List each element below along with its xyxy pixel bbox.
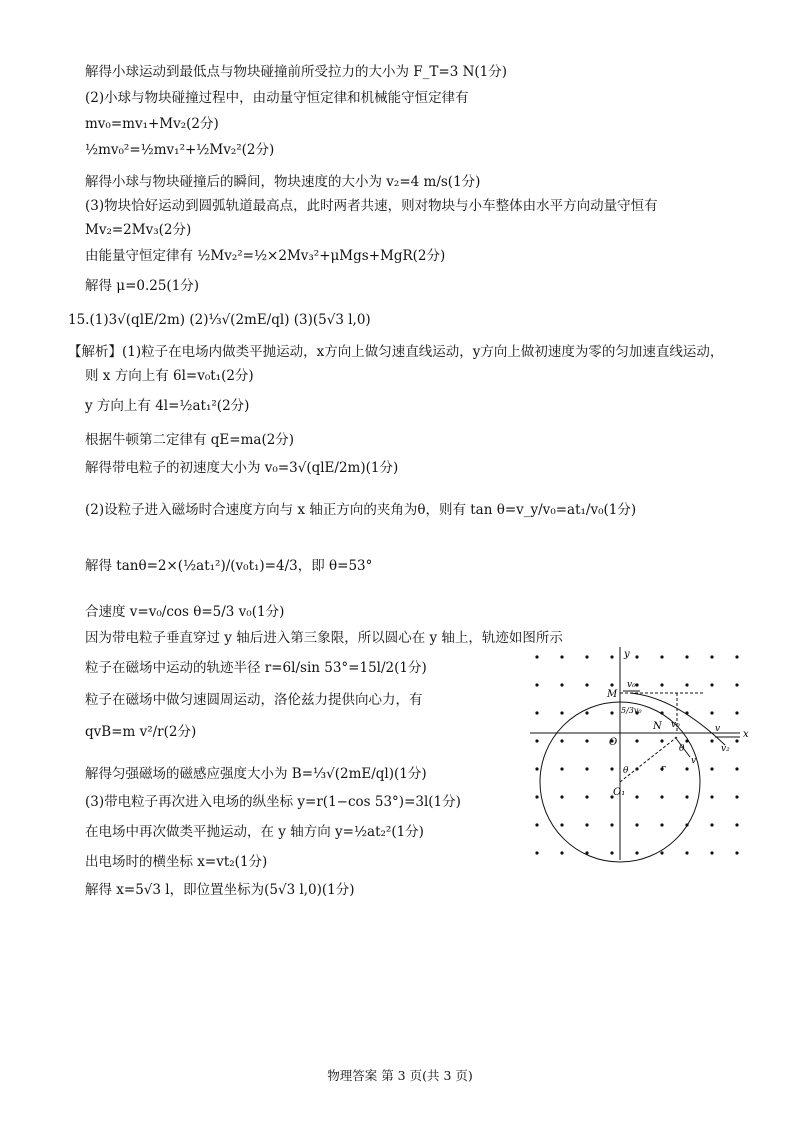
field-dot	[660, 823, 663, 826]
text-line: 解得带电粒子的初速度大小为 v₀=3√(qlE/2m)(1分)	[85, 460, 399, 476]
text-line: 【解析】(1)粒子在电场内做类平抛运动，x方向上做匀速直线运动，y方向上做初速度为零的匀加速直线运动，	[68, 344, 724, 360]
text-line: 粒子在磁场中做匀速圆周运动，洛伦兹力提供向心力，有	[85, 692, 423, 708]
text-line: 解得小球与物块碰撞后的瞬间，物块速度的大小为 v₂=4 m/s(1分)	[85, 174, 481, 190]
label-v2: v₂	[721, 744, 730, 754]
field-dot	[635, 655, 638, 658]
field-dot	[710, 823, 713, 826]
field-dot	[560, 795, 563, 798]
page-footer: 物理答案 第 3 页(共 3 页)	[327, 1068, 473, 1083]
field-dot	[585, 767, 588, 770]
field-dot	[585, 795, 588, 798]
field-dot	[585, 683, 588, 686]
field-dot	[635, 823, 638, 826]
text-line: 出电场时的横坐标 x=vt₂(1分)	[85, 854, 268, 870]
text-line: 则 x 方向上有 6l=v₀t₁(2分)	[85, 368, 254, 384]
label-y: y	[624, 649, 630, 660]
field-dot	[560, 711, 563, 714]
field-dot	[735, 795, 738, 798]
field-dot	[560, 767, 563, 770]
field-dot	[660, 795, 663, 798]
field-dot	[585, 823, 588, 826]
text-line: 解得 tanθ=2×(½at₁²)/(v₀t₁)=4/3，即 θ=53°	[85, 558, 373, 574]
text-line: 根据牛顿第二定律有 qE=ma(2分)	[85, 432, 295, 448]
text-line: y 方向上有 4l=½at₁²(2分)	[85, 398, 250, 414]
field-dot	[560, 823, 563, 826]
text-line: 在电场中再次做类平抛运动，在 y 轴方向 y=½at₂²(1分)	[85, 824, 424, 840]
field-dot	[735, 711, 738, 714]
field-dot	[560, 683, 563, 686]
label-v0: v₀	[627, 680, 636, 690]
field-dot	[535, 739, 538, 742]
text-line: (3)带电粒子再次进入电场的纵坐标 y=r(1−cos 53°)=3l(1分)	[85, 794, 461, 810]
field-dot	[610, 823, 613, 826]
field-dot	[635, 851, 638, 854]
field-dot	[560, 851, 563, 854]
text-line: 解得 μ=0.25(1分)	[85, 278, 200, 294]
text-line: ½mv₀²=½mv₁²+½Mv₂²(2分)	[85, 142, 275, 158]
text-line: 解得小球运动到最低点与物块碰撞前所受拉力的大小为 F_T=3 N(1分)	[85, 64, 508, 80]
field-dot	[735, 823, 738, 826]
trajectory-figure	[525, 645, 755, 865]
text-line: qvB=m v²/r(2分)	[85, 724, 197, 740]
text-line: 因为带电粒子垂直穿过 y 轴后进入第三象限，所以圆心在 y 轴上，轨迹如图所示	[85, 630, 563, 646]
label-O: O	[609, 737, 618, 748]
field-dot	[535, 711, 538, 714]
magnetic-field-dots	[535, 655, 738, 854]
field-dot	[535, 683, 538, 686]
field-dot	[685, 683, 688, 686]
field-dot	[685, 795, 688, 798]
field-dot	[610, 655, 613, 658]
field-dot	[710, 795, 713, 798]
text-line: (2)小球与物块碰撞过程中，由动量守恒定律和机械能守恒定律有	[85, 90, 469, 106]
field-dot	[610, 683, 613, 686]
field-dot	[735, 683, 738, 686]
text-line: mv₀=mv₁+Mv₂(2分)	[85, 116, 219, 132]
text-line: 粒子在磁场中运动的轨迹半径 r=6l/sin 53°=15l/2(1分)	[85, 660, 427, 676]
field-dot	[710, 655, 713, 658]
field-dot	[660, 851, 663, 854]
field-dot	[685, 851, 688, 854]
field-dot	[660, 683, 663, 686]
field-dot	[610, 851, 613, 854]
field-dot	[710, 851, 713, 854]
field-dot	[735, 739, 738, 742]
text-line: (2)设粒子进入磁场时合速度方向与 x 轴正方向的夹角为θ，则有 tan θ=v_y/v₀=at₁/v₀(1分)	[85, 502, 637, 518]
text-line: 合速度 v=v₀/cos θ=5/3 v₀(1分)	[85, 604, 285, 620]
field-dot	[635, 795, 638, 798]
label-vy: v	[691, 756, 697, 766]
field-dot	[535, 795, 538, 798]
field-dot	[710, 767, 713, 770]
question-15-answer: 15.(1)3√(qlE/2m) (2)⅓√(2mE/ql) (3)(5√3 l,0)	[68, 312, 371, 328]
field-dot	[585, 655, 588, 658]
field-dot	[635, 739, 638, 742]
field-dot	[710, 683, 713, 686]
field-dot	[560, 655, 563, 658]
text-line: 解得匀强磁场的磁感应强度大小为 B=⅓√(2mE/ql)(1分)	[85, 766, 427, 782]
field-dot	[685, 767, 688, 770]
field-dot	[560, 739, 563, 742]
field-dot	[535, 851, 538, 854]
text-line: 由能量守恒定律有 ½Mv₂²=½×2Mv₃²+μMgs+MgR(2分)	[85, 248, 446, 264]
label-r: r	[661, 764, 666, 774]
label-N: N	[653, 721, 662, 732]
field-dot	[710, 711, 713, 714]
field-dot	[535, 655, 538, 658]
field-dot	[535, 767, 538, 770]
field-dot	[610, 767, 613, 770]
label-M: M	[607, 689, 618, 700]
field-dot	[535, 823, 538, 826]
radius-line	[620, 737, 677, 782]
field-dot	[660, 739, 663, 742]
field-dot	[610, 711, 613, 714]
label-v: v	[715, 724, 721, 734]
label-v0b: v₀	[671, 720, 680, 730]
label-O1: O₁	[613, 787, 626, 798]
field-dot	[635, 683, 638, 686]
label-theta: θ	[679, 744, 685, 754]
text-line: (3)物块恰好运动到圆弧轨道最高点，此时两者共速，则对物块与小车整体由水平方向动量守恒有	[85, 198, 658, 214]
field-dot	[735, 655, 738, 658]
field-dot	[710, 739, 713, 742]
text-line: Mv₂=2Mv₃(2分)	[85, 222, 192, 238]
field-dot	[585, 711, 588, 714]
text-line: 解得 x=5√3 l，即位置坐标为(5√3 l,0)(1分)	[85, 882, 355, 898]
field-dot	[685, 655, 688, 658]
label-theta2: θ	[623, 766, 629, 776]
field-dot	[660, 655, 663, 658]
label-x: x	[743, 729, 749, 740]
field-dot	[585, 739, 588, 742]
label-five-thirds: 5/3v₀	[621, 706, 642, 715]
field-dot	[735, 851, 738, 854]
field-dot	[735, 767, 738, 770]
